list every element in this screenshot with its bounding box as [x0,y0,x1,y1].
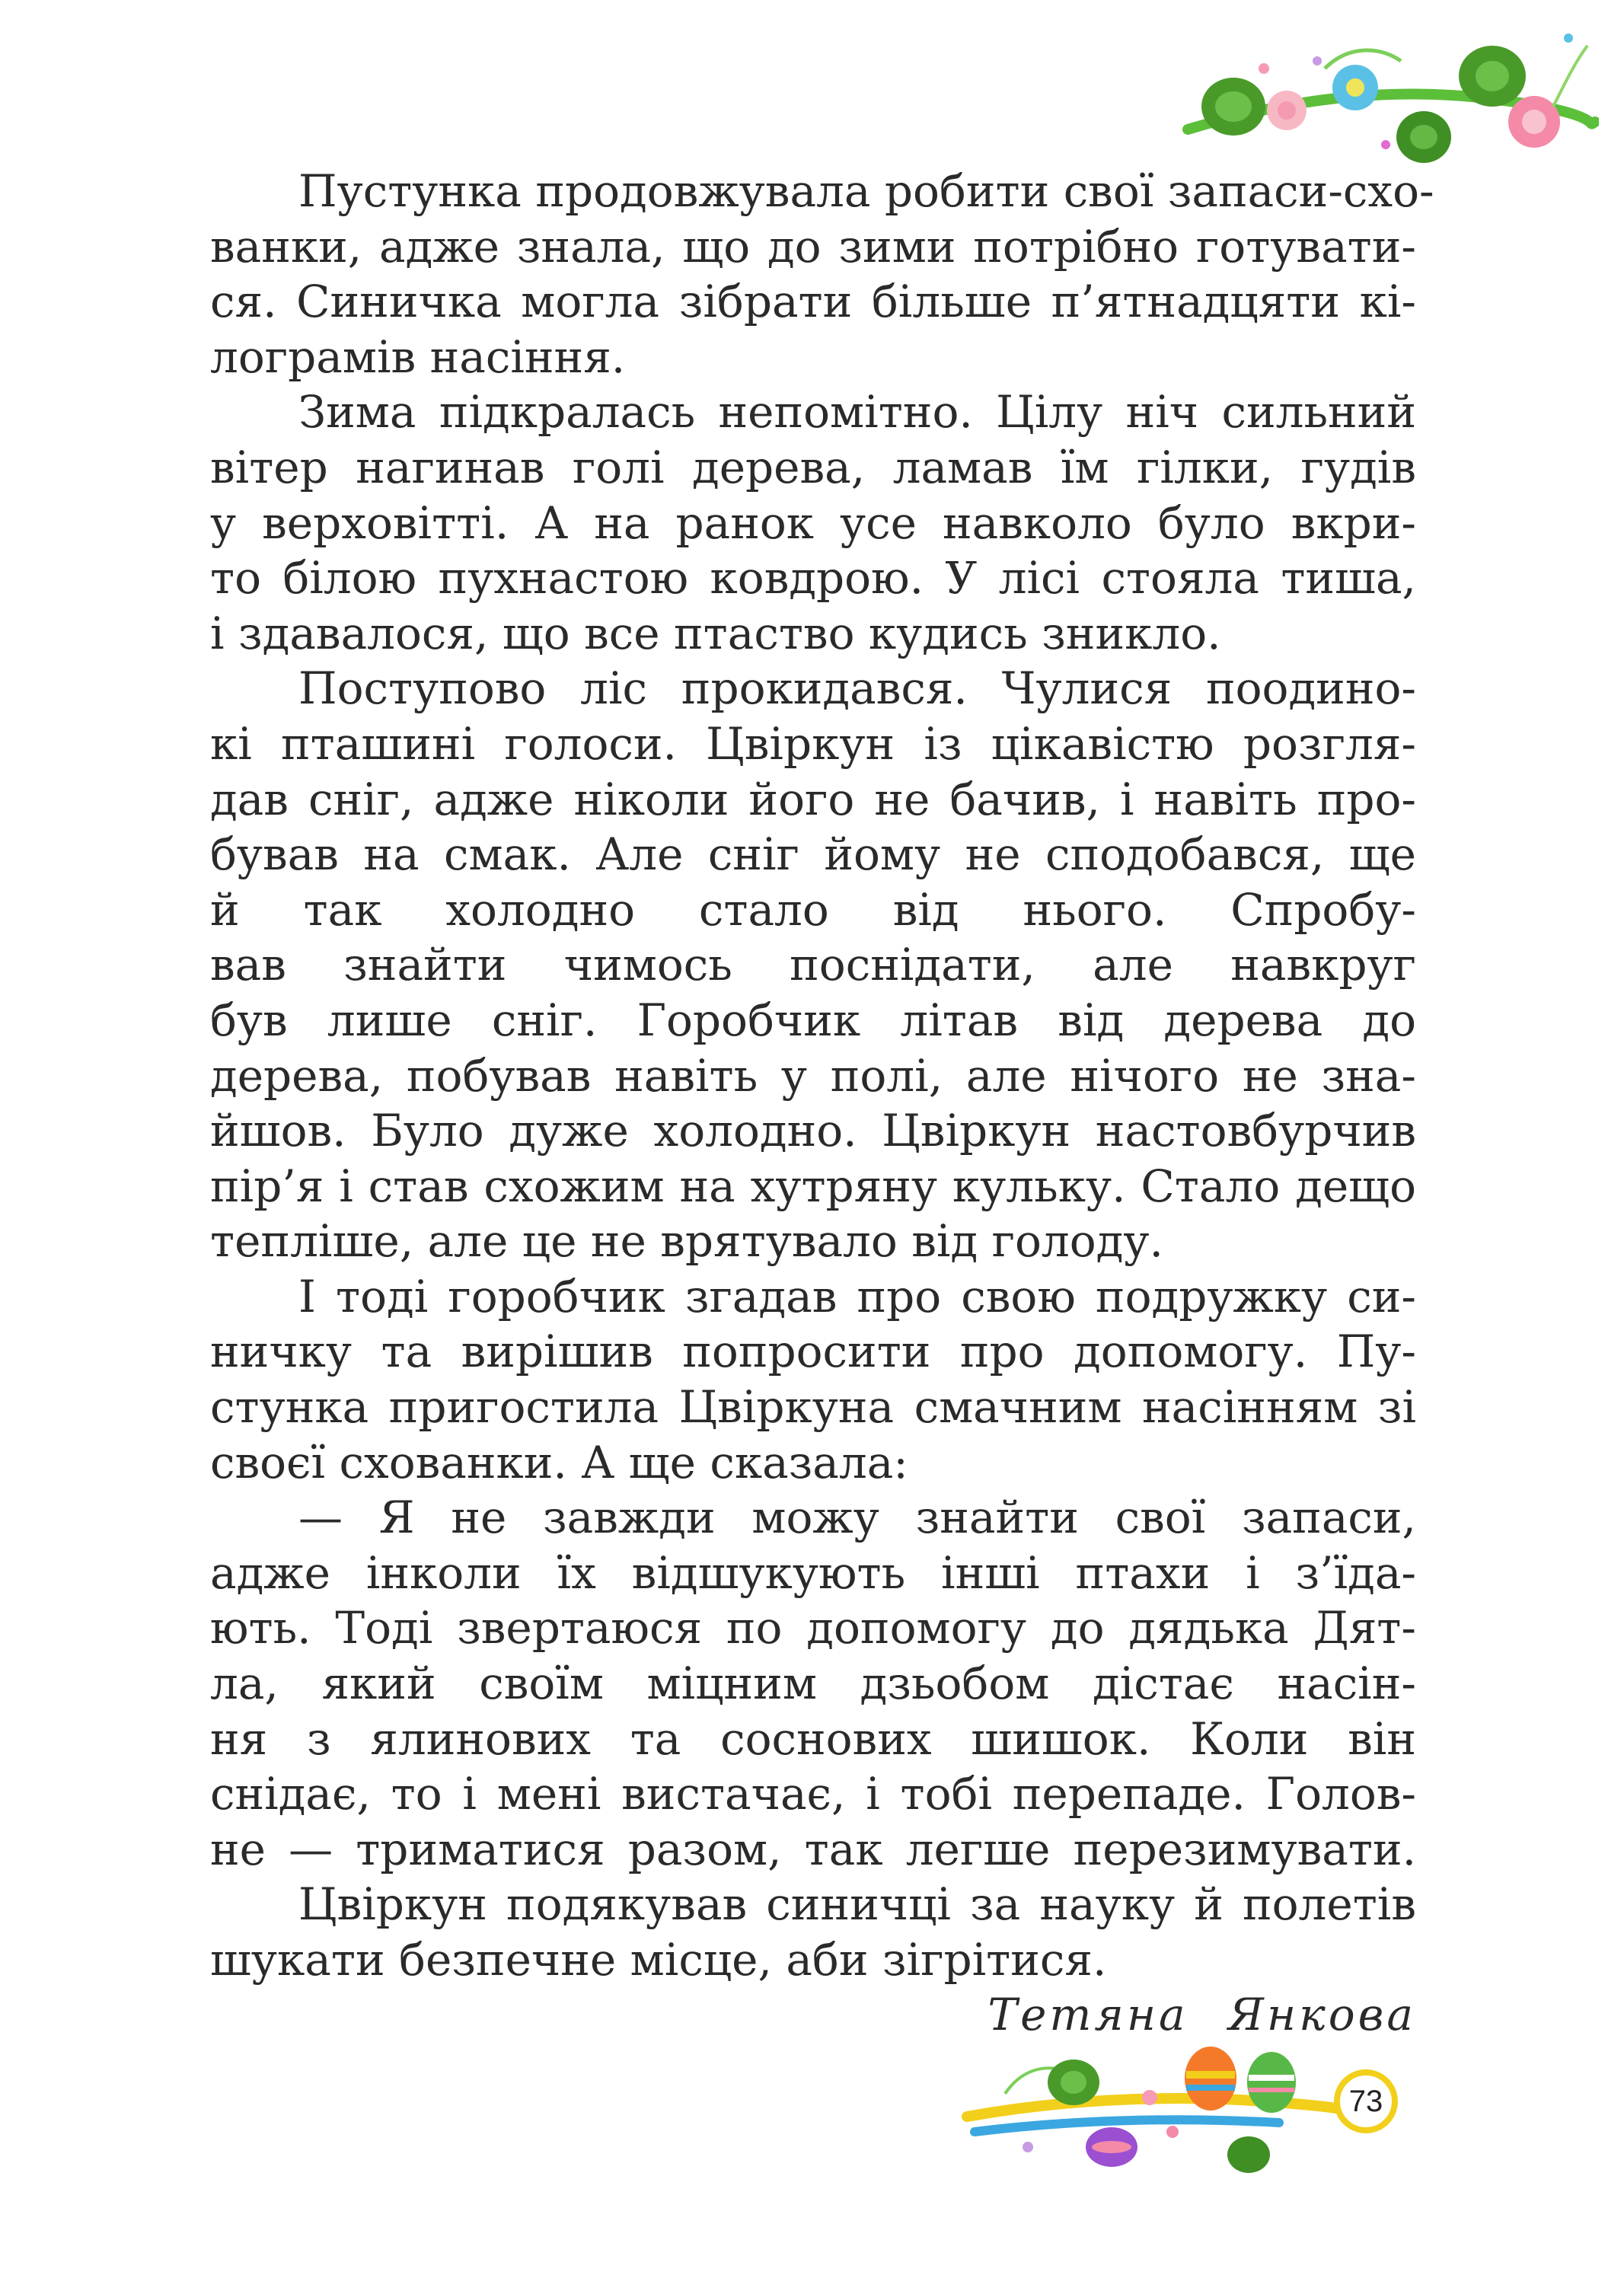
text-line: і здавалося, що все птаство кудись зникло. [210,607,1221,659]
text-line: своєї схованки. А ще сказала: [210,1436,908,1488]
text-line: вав знайти чимось поснідати, але навкруг [210,939,1416,991]
text-line: адже інколи їх відшукують інші птахи і з’їда- [210,1546,1416,1599]
text-line: йшов. Було дуже холодно. Цвіркун настовбурчив [210,1105,1416,1157]
text-line: й так холодно стало від нього. Спробу- [210,883,1416,936]
easter-eggs-decoration-bottom [959,2040,1355,2178]
text-line: то білою пухнастою ковдрою. У лісі стояла тиша, [210,552,1416,605]
paragraph-5-dialogue [122,1490,1416,1877]
paragraph-6 [122,1877,1416,1987]
text-line: ла, який своїм міцним дзьобом дістає насін- [210,1657,1416,1710]
text-line: кі пташині голоси. Цвіркун із цікавістю розгля- [210,717,1416,770]
paragraph-3 [122,661,1416,1269]
text-line: ничку та вирішив попросити про допомогу. Пу- [210,1326,1416,1378]
page-number: 73 [1334,2069,1398,2133]
text-line: не — триматися разом, так легше перезимувати. [210,1823,1416,1875]
text-line: Цвіркун подякував синичці за науку й полетів [298,1878,1416,1931]
text-line: стунка пригостила Цвіркуна смачним насінням зі [210,1381,1416,1434]
text-line: Пустунка продовжувала робити свої запаси-схо- [298,165,1434,217]
text-line: вітер нагинав голі дерева, ламав їм гілки, гудів [210,441,1416,493]
text-line: шукати безпечне місце, аби зігрітися. [210,1934,1107,1986]
text-line: ванки, адже знала, що до зими потрібно готувати- [210,220,1416,273]
text-line: ють. Тоді звертаюся по допомогу до дядька Дят- [210,1602,1416,1654]
paragraph-1 [122,164,1434,384]
text-line: Зима підкралась непомітно. Цілу ніч сильний [298,386,1416,439]
text-line: Поступово ліс прокидався. Чулися поодино- [298,662,1416,715]
story-text [122,164,1434,1988]
paragraph-4 [122,1269,1416,1490]
paragraph-2 [122,384,1416,661]
author-signature: Тетяна Янкова [987,1989,1416,2040]
text-line: бував на смак. Але сніг йому не сподобався, ще [210,828,1416,881]
text-line: — Я не завжди можу знайти свої запаси, [298,1492,1416,1544]
text-line: дерева, побував навіть у полі, але нічого не зна- [210,1049,1416,1102]
text-line: пір’я і став схожим на хутряну кульку. Стало дещо [210,1160,1416,1212]
text-line: снідає, то і мені вистачає, і тобі перепаде. Голов- [210,1768,1416,1820]
floral-decoration-top [1173,15,1599,168]
text-line: ня з ялинових та соснових шишок. Коли він [210,1712,1416,1765]
text-line: був лише сніг. Горобчик літав від дерева до [210,994,1416,1046]
text-line: лограмів насіння. [210,330,626,383]
text-line: тепліше, але це не врятувало від голоду. [210,1215,1163,1268]
text-line: ся. Синичка могла зібрати більше п’ятнадцяти кі- [210,276,1416,328]
text-line: у верховітті. А на ранок усе навколо було вкри- [210,496,1416,549]
text-line: І тоді горобчик згадав про свою подружку си- [298,1270,1416,1322]
text-line: дав сніг, адже ніколи його не бачив, і навіть про- [210,773,1416,825]
